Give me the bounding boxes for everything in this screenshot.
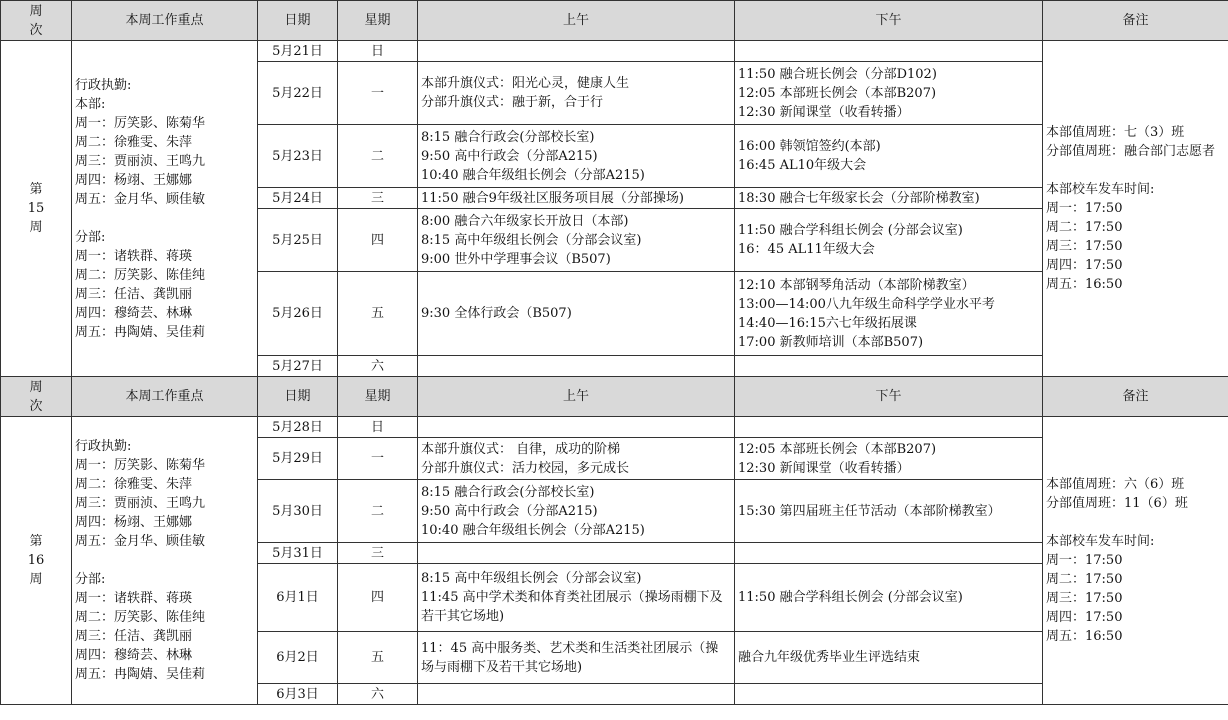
header-pm: 下午: [735, 377, 1043, 417]
pm-cell: 15:30 第四届班主任节活动（本部阶梯教室）: [735, 480, 1043, 543]
weekday-cell: 六: [338, 356, 418, 377]
week-label: 第 16 周: [1, 417, 72, 705]
header-remark: 备注: [1043, 1, 1228, 41]
am-cell: [418, 543, 735, 564]
weekday-cell: 四: [338, 209, 418, 272]
remark-cell: 本部值周班：六（6）班 分部值周班：11（6）班 本部校车发车时间: 周一：17:50 周二：17:50 周三：17:50 周四：17:50 周五：16:50: [1043, 417, 1228, 705]
weekday-cell: 六: [338, 684, 418, 705]
am-cell: 本部升旗仪式： 自律，成功的阶梯 分部升旗仪式：活力校园，多元成长: [418, 438, 735, 480]
pm-cell: [735, 356, 1043, 377]
pm-cell: [735, 543, 1043, 564]
date-cell: 5月22日: [258, 62, 338, 125]
weekday-cell: 一: [338, 62, 418, 125]
header-focus: 本周工作重点: [72, 377, 258, 417]
date-cell: 5月21日: [258, 41, 338, 62]
pm-cell: [735, 684, 1043, 705]
date-cell: 6月1日: [258, 564, 338, 632]
pm-cell: 11:50 融合学科组长例会 (分部会议室): [735, 564, 1043, 632]
pm-cell: 融合九年级优秀毕业生评选结束: [735, 632, 1043, 684]
am-cell: [418, 684, 735, 705]
weekday-cell: 三: [338, 188, 418, 209]
header-focus: 本周工作重点: [72, 1, 258, 41]
date-cell: 6月2日: [258, 632, 338, 684]
pm-cell: 18:30 融合七年级家长会（分部阶梯教室): [735, 188, 1043, 209]
am-cell: 11:50 融合9年级社区服务项目展（分部操场): [418, 188, 735, 209]
am-cell: 8:00 融合六年级家长开放日（本部) 8:15 高中年级组长例会（分部会议室) 9:00 世外中学理事会议（B507): [418, 209, 735, 272]
header-pm: 下午: [735, 1, 1043, 41]
date-cell: 5月31日: [258, 543, 338, 564]
am-cell: [418, 356, 735, 377]
weekday-cell: 日: [338, 417, 418, 438]
header-am: 上午: [418, 1, 735, 41]
am-cell: 本部升旗仪式：阳光心灵，健康人生 分部升旗仪式：融于新，合于行: [418, 62, 735, 125]
am-cell: [418, 41, 735, 62]
header-weekday: 星期: [338, 377, 418, 417]
header-am: 上午: [418, 377, 735, 417]
date-cell: 5月28日: [258, 417, 338, 438]
weekday-cell: 二: [338, 125, 418, 188]
week-focus: 行政执勤: 周一：厉笑影、陈菊华 周二：徐雅雯、朱萍 周三：贾丽浈、王鸣九 周四：杨翊、王娜娜 周五：金月华、顾佳敏 分部: 周一：诸轶群、蒋瑛 周二：厉笑影、陈佳纯 周三：任洁、龚凯丽 周四：穆绮芸、林琳 周五：冉陶婧、吴佳莉: [72, 417, 258, 705]
remark-cell: 本部值周班：七（3）班 分部值周班：融合部门志愿者 本部校车发车时间: 周一：17:50 周二：17:50 周三：17:50 周四：17:50 周五：16:50: [1043, 41, 1228, 377]
am-cell: 8:15 融合行政会(分部校长室) 9:50 高中行政会（分部A215) 10:40 融合年级组长例会（分部A215): [418, 480, 735, 543]
pm-cell: 11:50 融合班长例会（分部D102) 12:05 本部班长例会（本部B207) 12:30 新闻课堂（收看转播）: [735, 62, 1043, 125]
date-cell: 5月30日: [258, 480, 338, 543]
am-cell: [418, 417, 735, 438]
pm-cell: 11:50 融合学科组长例会 (分部会议室) 16：45 AL11年级大会: [735, 209, 1043, 272]
header-row: [1, 1, 1228, 41]
pm-cell: 16:00 韩领馆签约(本部) 16:45 AL10年级大会: [735, 125, 1043, 188]
table-row: [1, 41, 1228, 62]
pm-cell: 12:05 本部班长例会（本部B207) 12:30 新闻课堂（收看转播）: [735, 438, 1043, 480]
weekday-cell: 四: [338, 564, 418, 632]
weekday-cell: 二: [338, 480, 418, 543]
weekday-cell: 三: [338, 543, 418, 564]
weekday-cell: 五: [338, 272, 418, 356]
am-cell: 8:15 高中年级组长例会（分部会议室) 11:45 高中学术类和体育类社团展示（操场雨棚下及若干其它场地): [418, 564, 735, 632]
header-week: 周 次: [1, 1, 72, 41]
pm-cell: [735, 417, 1043, 438]
date-cell: 5月25日: [258, 209, 338, 272]
am-cell: 11：45 高中服务类、艺术类和生活类社团展示（操场与雨棚下及若干其它场地): [418, 632, 735, 684]
week-label: 第 15 周: [1, 41, 72, 377]
header-date: 日期: [258, 377, 338, 417]
week-focus: 行政执勤: 本部: 周一：厉笑影、陈菊华 周二：徐雅雯、朱萍 周三：贾丽浈、王鸣九 周四：杨翊、王娜娜 周五：金月华、顾佳敏 分部: 周一：诸轶群、蒋瑛 周二：厉笑影、陈佳纯 周三：任洁、龚凯丽 周四：穆绮芸、林琳 周五：冉陶婧、吴佳莉: [72, 41, 258, 377]
pm-cell: 12:10 本部钢琴角活动（本部阶梯教室） 13:00—14:00八九年级生命科学学业水平考 14:40—16:15六七年级拓展课 17:00 新教师培训（本部B507): [735, 272, 1043, 356]
header-row: [1, 377, 1228, 417]
date-cell: 5月23日: [258, 125, 338, 188]
header-week: 周 次: [1, 377, 72, 417]
header-remark: 备注: [1043, 377, 1228, 417]
header-weekday: 星期: [338, 1, 418, 41]
table-row: [1, 417, 1228, 438]
weekday-cell: 一: [338, 438, 418, 480]
pm-cell: [735, 41, 1043, 62]
date-cell: 5月24日: [258, 188, 338, 209]
date-cell: 5月27日: [258, 356, 338, 377]
weekday-cell: 五: [338, 632, 418, 684]
header-date: 日期: [258, 1, 338, 41]
date-cell: 5月29日: [258, 438, 338, 480]
weekday-cell: 日: [338, 41, 418, 62]
date-cell: 6月3日: [258, 684, 338, 705]
date-cell: 5月26日: [258, 272, 338, 356]
am-cell: 9:30 全体行政会（B507): [418, 272, 735, 356]
am-cell: 8:15 融合行政会(分部校长室) 9:50 高中行政会（分部A215) 10:40 融合年级组长例会（分部A215): [418, 125, 735, 188]
